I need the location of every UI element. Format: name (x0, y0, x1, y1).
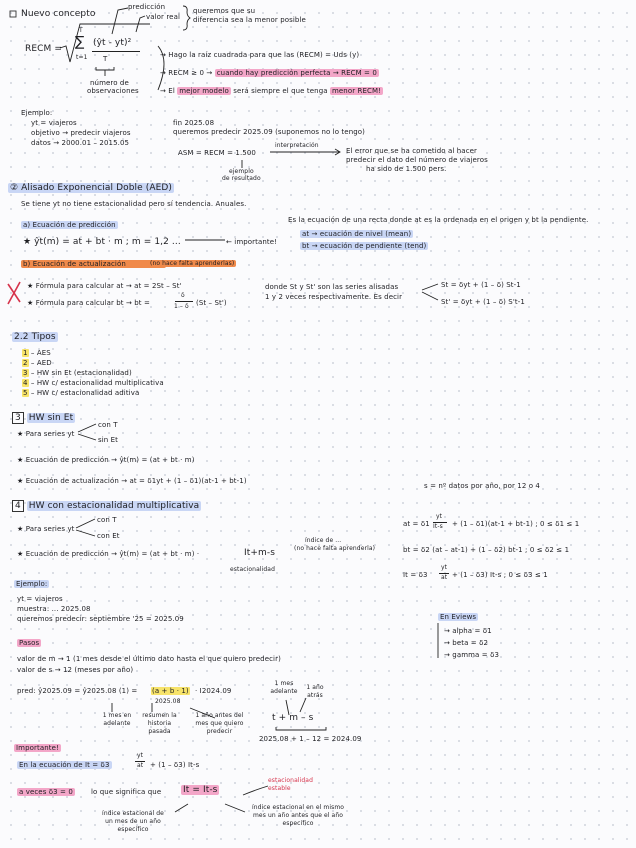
hw4-bt: bt = δ2 (at – at-1) + (1 – δ2) bt-1 ; 0 ≤ δ2 ≤ 1 (403, 546, 570, 554)
aed-donde-1: donde St y St' son las series alisadas (265, 283, 399, 291)
hw4-series: ★ Para series yt (17, 525, 75, 533)
hw4-con-et: con Et (97, 532, 120, 540)
importante-rest: + (1 – δ3) It-s (150, 761, 200, 769)
hw4-estacionalidad: estacionalidad (230, 566, 275, 573)
pasos-ab: (a + b · 1) (152, 687, 189, 695)
hw4-at-num: yt (436, 513, 443, 520)
tipo-2: 2 – AED (23, 359, 52, 367)
lo-que-significa: lo que significa que (91, 788, 162, 796)
note-1-mes: 1 mes en adelante (102, 712, 132, 727)
aveces: a veces δ3 = 0 (19, 788, 73, 796)
ejemplo-fin: fin 2025.08 (173, 119, 215, 127)
arrow-line-2: → RECM ≥ 0 → cuando hay predicción perfecta → RECM = 0 (160, 69, 377, 77)
ejemplo2-yt: yt = viajeros (17, 595, 63, 603)
hw4-no-hace-falta: (no hace falta aprenderla) (294, 545, 376, 552)
recm-label: RECM = (25, 44, 62, 54)
note-indice-anterior: índice estacional en el mismo mes un año antes que el año específico (251, 804, 345, 827)
importante-heading: Importante! (16, 744, 59, 752)
sum-term: (ŷt - yt)² (93, 38, 132, 48)
aed-st-eq: St = δyt + (1 – δ) St-1 (441, 281, 521, 289)
t-m-s-result: 2025.08 + 1 – 12 = 2024.09 (259, 735, 362, 743)
aed-bt-note: bt → ecuación de pendiente (tend) (302, 242, 427, 250)
aed-st2-eq: St' = δyt + (1 – δ) S't-1 (441, 298, 525, 306)
note-resumen: resumen la historia pasada (142, 712, 177, 735)
aed-donde-2: 1 y 2 veces respectivamente. Es decir (265, 293, 403, 301)
hw4-at-right: + (1 – δ1)(at-1 + bt-1) ; 0 ≤ δ1 ≤ 1 (452, 520, 580, 528)
label-prediccion: predicción (128, 3, 166, 11)
aed-prediction-eq: ★ ŷt(m) = at + bt · m ; m = 1,2 ... (23, 237, 181, 247)
hw4-index: It+m-s (244, 548, 276, 558)
aed-description: Se tiene yt no tiene estacionalidad pero sí tendencia. Anuales. (21, 200, 247, 208)
note-numero: número de (90, 79, 129, 87)
pasos-pred: pred: ŷ2025.09 = ŷ2025.08 (1) = (17, 687, 138, 695)
frac-st: (St – St') (196, 299, 227, 307)
note-1-anyo-antes: 1 año antes del mes que quiero predecir (195, 712, 244, 735)
tipo-3: 3 – HW sin Et (estacionalidad) (23, 369, 132, 377)
pasos-heading: Pasos (19, 639, 40, 647)
t-m-s: t + m – s (272, 713, 314, 723)
aed-a-heading: a) Ecuación de predicción (23, 221, 116, 229)
red-x-mark (8, 282, 20, 304)
aed-at-formula: ★ Fórmula para calcular at → at = 2St – St' (27, 282, 182, 290)
ejemplo-datos: datos → 2000.01 – 2015.05 (31, 139, 130, 147)
hw4-pred: ★ Ecuación de predicción → ŷt(m) = (at + bt · m) · (17, 550, 200, 558)
pasos-index: · I2024.09 (195, 687, 232, 695)
pasos-s: valor de s → 12 (meses por año) (17, 666, 134, 674)
hw4-it-num: yt (441, 564, 448, 571)
label-valor-real: valor real (146, 13, 181, 21)
arrow-line-1: → Hago la raíz cuadrada para que las (RECM) = Uds (y) (160, 51, 360, 59)
aed-at-note: at → ecuación de nivel (mean) (302, 230, 412, 238)
importante-yt: yt (137, 752, 144, 759)
ejemplo-objetivo: objetivo → predecir viajeros (31, 129, 131, 137)
hw4-at-left: at = δ1 (403, 520, 430, 528)
tipo-1: 1 – AES (23, 349, 51, 357)
note-diferencia: diferencia sea la menor posible (193, 16, 306, 24)
arrow-line-3: → El mejor modelo será siempre el que tenga menor RECM! (160, 87, 382, 95)
hw4-it-left: It = δ3 (403, 571, 428, 579)
ejemplo2-queremos: queremos predecir: septiembre '25 = 2025.09 (17, 615, 184, 623)
hw4-at-den: It-s (433, 523, 443, 530)
tipos-heading: 2.2 Tipos (14, 332, 56, 342)
hw-sin-et-heading: 3 HW sin Et (12, 413, 75, 423)
asm-recm: ASM = RECM = 1.500 (178, 149, 256, 157)
pasos-2025-08: 2025.08 (155, 698, 181, 705)
eviews-alpha: → alpha = δ1 (444, 627, 492, 635)
hw3-con-t: con T (98, 421, 118, 429)
hw3-act: ★ Ecuación de actualización → at = δ1yt + (1 – δ1)(at-1 + bt-1) (17, 477, 247, 485)
note-queremos: queremos que su (193, 7, 256, 15)
denominator-T: T (103, 55, 108, 63)
hw3-pred: ★ Ecuación de predicción → ŷt(m) = (at + bt · m) (17, 456, 195, 464)
eviews-beta: → beta = δ2 (444, 639, 489, 647)
label-importante: ← importante! (226, 238, 278, 246)
title-nuevo-concepto: Nuevo concepto (21, 9, 96, 19)
ejemplo2-heading: Ejemplo: (16, 580, 48, 588)
importante-at: at (137, 762, 144, 769)
note-indice-especifico: índice estacional de un mes de un año específico (102, 810, 164, 833)
note-1-mes-adelante: 1 mes adelante (270, 680, 298, 695)
label-interpretacion: interpretación (275, 142, 319, 149)
tipo-5: 5 – HW c/ estacionalidad aditiva (23, 389, 140, 397)
ejemplo-queremos: queremos predecir 2025.09 (suponemos no lo tengo) (173, 128, 365, 136)
interp-3: ha sido de 1.500 pers. (366, 165, 447, 173)
aed-recta-note: Es la ecuación de una recta donde at es la ordenada en el origen y bt la pendiente. (288, 216, 589, 224)
ejemplo-yt: yt = viajeros (31, 119, 77, 127)
note-observaciones: observaciones (87, 87, 139, 95)
eviews-gamma: → gamma = δ3 (444, 651, 500, 659)
aed-b-note: (no hace falta aprenderlas) (150, 260, 235, 267)
aed-bt-formula: ★ Fórmula para calcular bt → bt = (27, 299, 150, 307)
hw4-con-t: con T (97, 516, 117, 524)
sigma-symbol: ∑ (75, 34, 85, 50)
hw3-series: ★ Para series yt (17, 430, 75, 438)
frac-delta-den: 1 – δ (174, 303, 189, 310)
note-1-anyo-atras: 1 año atrás (306, 684, 324, 699)
hw3-sin-et: sin Et (98, 436, 119, 444)
label-ejemplo-1: ejemplo (229, 168, 254, 175)
sum-upper: T (79, 27, 83, 34)
aed-b-heading: b) Ecuación de actualización (21, 259, 166, 269)
it-equals: It = It-s (183, 785, 218, 795)
hw4-it-den: at (441, 574, 448, 581)
sum-lower: t=1 (76, 54, 88, 61)
estacionalidad-estable: estacionalidad estable (268, 777, 313, 792)
tipo-4: 4 – HW c/ estacionalidad multiplicativa (23, 379, 164, 387)
interp-2: predecir el dato del número de viajeros (346, 156, 488, 164)
s-note: s = nº datos por año, por 12 o 4 (424, 482, 540, 490)
fraction-bar (92, 51, 140, 52)
frac-delta-num: δ (181, 292, 185, 299)
section-aed-title: ② Alisado Exponencial Doble (AED) (10, 183, 173, 193)
eviews-heading: En Eviews (440, 613, 477, 621)
frac-bar-delta (175, 301, 193, 302)
pasos-m: valor de m → 1 (1 mes desde el último dato hasta el que quiero predecir) (17, 655, 281, 663)
ejemplo-heading: Ejemplo: (21, 109, 53, 117)
hw-mult-heading: 4 HW con estacionalidad multiplicativa (12, 501, 201, 511)
hw4-indice: índice de ... (305, 537, 342, 544)
ejemplo2-muestra: muestra: ... 2025.08 (17, 605, 91, 613)
hw4-it-right: + (1 – δ3) It-s ; 0 ≤ δ3 ≤ 1 (452, 571, 548, 579)
importante-eq: En la ecuación de It = δ3 (19, 761, 110, 769)
label-ejemplo-2: de resultado (222, 175, 261, 182)
interp-1: El error que se ha cometido al hacer (346, 147, 478, 155)
